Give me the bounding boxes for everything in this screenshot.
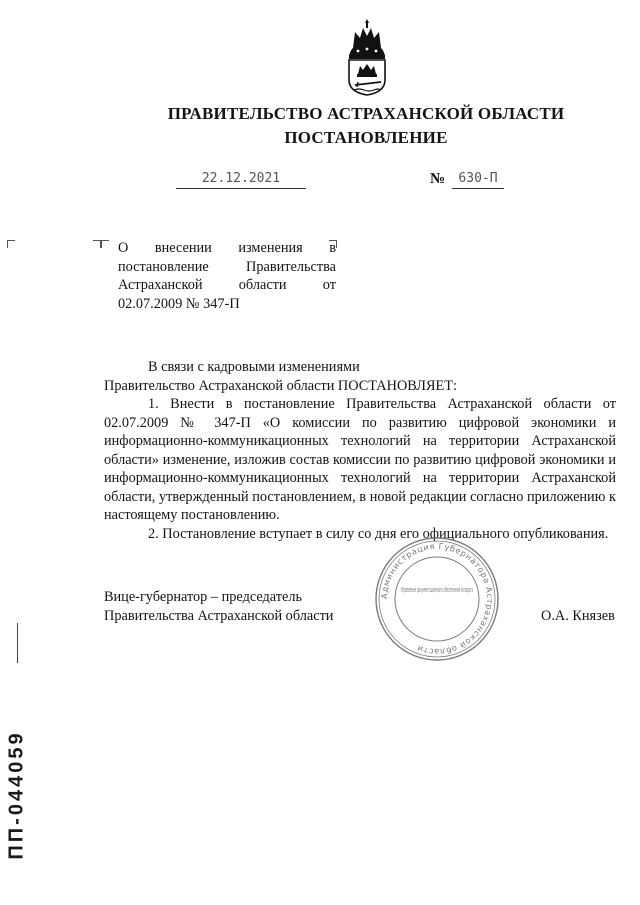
stamp-ring-text: Администрация Губернатора Астраханской области bbox=[378, 540, 496, 658]
decree-item-2: 2. Постановление вступает в силу со дня его официального опубликования. bbox=[148, 525, 609, 542]
margin-bar bbox=[17, 623, 18, 663]
decree-item-1: 1. Внести в постановление Правительства Астраханской области от 02.07.2009 № 347-П «О комиссии по развитию цифровой экономики и информационно-коммуникационных технологий на территории Астраханской области» изменение, изложив состав комиссии по развитию цифровой экономики и информационно-коммуникационных технологий на территории Астраханской области, утвержденный постановлением, в новой редакции согласно приложению к настоящему постановлению. bbox=[104, 396, 616, 523]
astrakhan-coat-of-arms-icon bbox=[343, 18, 391, 96]
signatory-position-line-1: Вице-губернатор – председатель bbox=[104, 589, 303, 605]
left-margin-corner-mark bbox=[7, 240, 15, 248]
stamp-center-text: Управление документационного обеспечения Аппарата bbox=[401, 585, 473, 594]
subject-corner-mark bbox=[101, 240, 109, 248]
form-serial-text: ПП-044059 bbox=[5, 730, 28, 860]
government-title: ПРАВИТЕЛЬСТВО АСТРАХАНСКОЙ ОБЛАСТИ bbox=[167, 104, 565, 123]
svg-text:Администрация Губернатора Астр bbox=[379, 541, 495, 657]
signatory-name: О.А. Князев bbox=[541, 608, 615, 624]
signatory-position bbox=[104, 588, 333, 625]
document-type: ПОСТАНОВЛЕНИЕ bbox=[284, 128, 448, 147]
signatory-position-line-2: Правительства Астраханской области bbox=[104, 607, 334, 624]
decree-number: 630-П bbox=[452, 170, 504, 189]
decree-body bbox=[104, 358, 616, 543]
round-official-stamp-icon bbox=[374, 536, 500, 662]
form-serial-number bbox=[2, 725, 32, 865]
subject-corner-mark bbox=[93, 240, 101, 248]
decree-subject: О внесении изменения в постановление Правительства Астраханской области от 02.07.2009 № 347-П bbox=[118, 240, 336, 312]
decree-date: 22.12.2021 bbox=[176, 170, 306, 189]
preamble-reason: В связи с кадровыми изменениями bbox=[148, 359, 360, 375]
preamble-resolves: Правительство Астраханской области ПОСТАНОВЛЯЕТ: bbox=[104, 377, 457, 394]
number-label: № bbox=[430, 171, 446, 187]
